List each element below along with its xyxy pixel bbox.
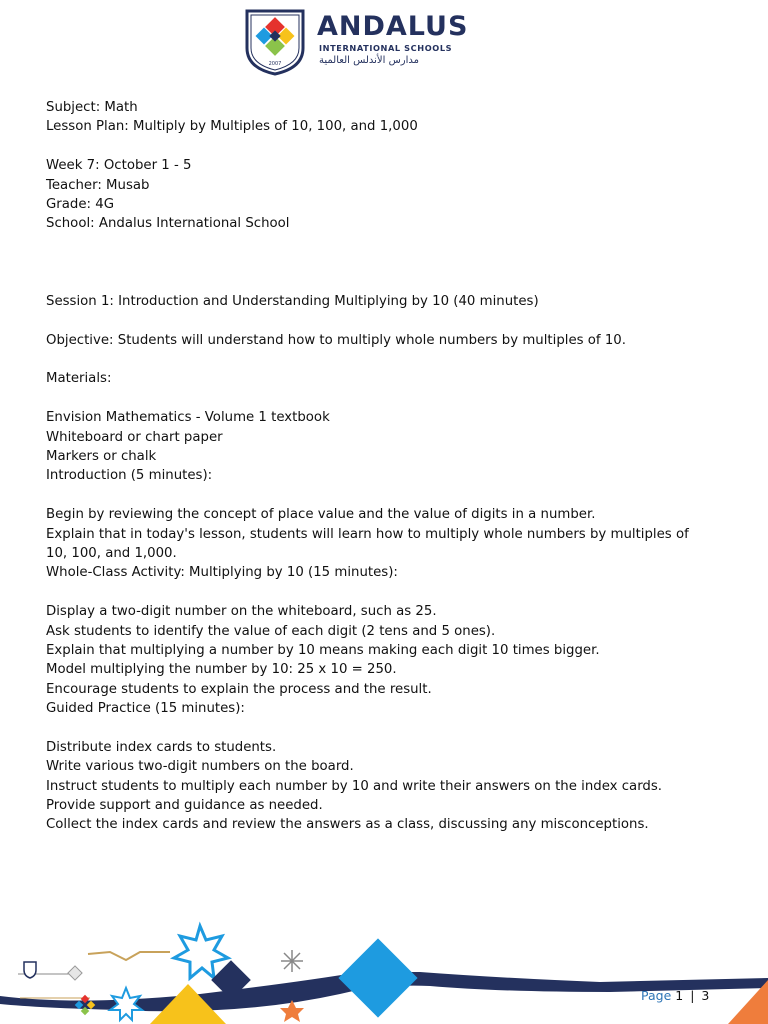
document-body <box>46 98 726 835</box>
page-label: Page <box>641 988 672 1003</box>
school-line: School: Andalus International School <box>46 216 290 232</box>
session-heading: Session 1: Introduction and Understanding Multiplying by 10 (40 minutes) <box>46 293 539 309</box>
week-line: Week 7: October 1 - 5 <box>46 158 192 174</box>
school-logo <box>244 8 469 76</box>
logo-wordmark: ANDALUS <box>317 11 469 42</box>
guided-practice-item: Collect the index cards and review the answers as a class, discussing any misconceptions. <box>46 817 649 833</box>
grey-diamond <box>68 966 82 980</box>
page-number <box>641 988 709 1003</box>
activity-item: Model multiplying the number by 10: 25 x 10 = 250. <box>46 662 397 678</box>
objective-line: Objective: Students will understand how to multiply whole numbers by multiples of 10. <box>46 332 626 348</box>
page-separator: | <box>690 988 695 1003</box>
teacher-line: Teacher: Musab <box>46 177 150 193</box>
grade-line: Grade: 4G <box>46 196 115 212</box>
materials-heading: Materials: <box>46 371 112 387</box>
seal-year: 2007 <box>268 61 282 67</box>
activity-item: Ask students to identify the value of each digit (2 tens and 5 ones). <box>46 623 496 639</box>
activity-item: Encourage students to explain the process and the result. <box>46 681 432 697</box>
guided-practice-heading: Guided Practice (15 minutes): <box>46 701 245 717</box>
materials-item: Envision Mathematics - Volume 1 textbook <box>46 410 330 426</box>
asterisk-icon <box>281 950 303 972</box>
materials-item: Whiteboard or chart paper <box>46 429 223 445</box>
page-current: 1 <box>675 988 684 1003</box>
guided-practice-item: Distribute index cards to students. <box>46 739 277 755</box>
page-total: 3 <box>701 988 710 1003</box>
guided-practice-item: Instruct students to multiply each number by 10 and write their answers on the index cards. <box>46 778 663 794</box>
guided-practice-item: Write various two-digit numbers on the board. <box>46 759 354 775</box>
blue-diamond <box>338 938 417 1017</box>
activity-heading: Whole-Class Activity: Multiplying by 10 (15 minutes): <box>46 565 398 581</box>
guided-practice-item: Provide support and guidance as needed. <box>46 798 323 814</box>
shield-icon <box>244 8 306 76</box>
introduction-item: Explain that in today's lesson, students will learn how to multiply whole numbers by multiples of <box>46 526 689 542</box>
materials-item: Markers or chalk <box>46 449 157 465</box>
activity-item: Explain that multiplying a number by 10 means making each digit 10 times bigger. <box>46 642 600 658</box>
footer-decoration <box>0 920 768 1024</box>
small-shield-icon <box>24 962 36 978</box>
lesson-plan-line: Lesson Plan: Multiply by Multiples of 10, 100, and 1,000 <box>46 119 418 135</box>
introduction-item: Begin by reviewing the concept of place value and the value of digits in a number. <box>46 507 596 523</box>
gold-line <box>88 952 170 960</box>
logo-arabic-subtitle: مدارس الأندلس العالمية <box>319 55 419 66</box>
introduction-heading: Introduction (5 minutes): <box>46 468 213 484</box>
activity-item: Display a two-digit number on the whiteboard, such as 25. <box>46 604 437 620</box>
blue-star-icon <box>174 926 228 978</box>
logo-subtitle: INTERNATIONAL SCHOOLS <box>319 43 453 53</box>
subject-line: Subject: Math <box>46 100 138 115</box>
introduction-item: 10, 100, and 1,000. <box>46 546 177 561</box>
